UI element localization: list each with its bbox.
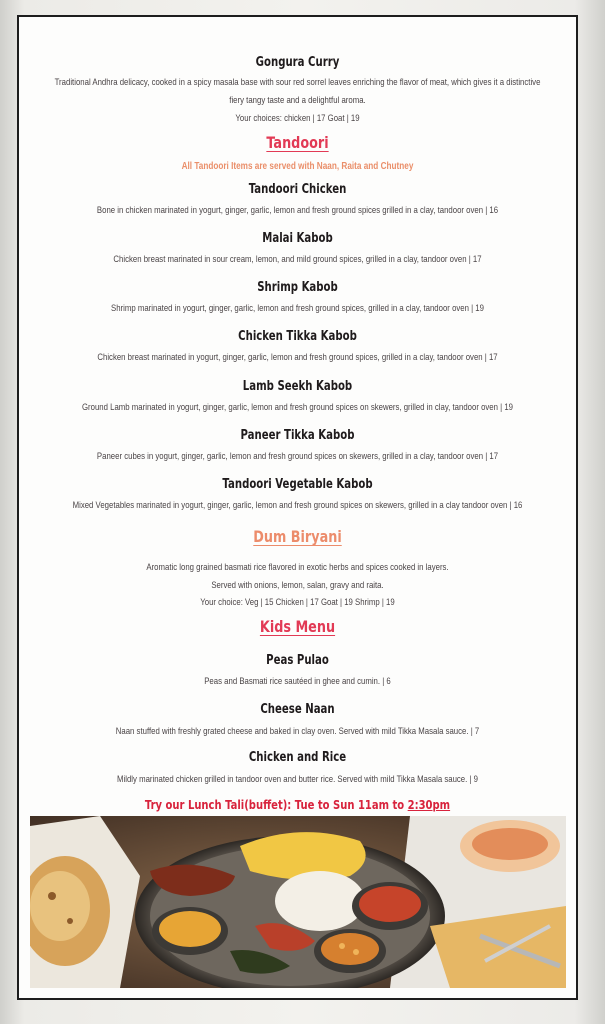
item-desc-paneer-tikka-kabob: Paneer cubes in yogurt, ginger, garlic, lemon and fresh ground spices on skewers, grilled in a clay, tandoor oven | 17: [96, 451, 499, 462]
item-desc-gongura-curry-line1: Traditional Andhra delicacy, cooked in a spicy masala base with sour red sorrel leaves enriching the flavor of meat, which gives it a distinctive: [54, 77, 541, 88]
promo-lead-text: Try our Lunch Tali(buffet): Tue to Sun 11am to: [144, 797, 408, 812]
biryani-desc-line1: Aromatic long grained basmati rice flavored in exotic herbs and spices cooked in layers.: [146, 562, 449, 573]
section-title-dum-biryani: Dum Biryani: [253, 527, 342, 546]
item-title-paneer-tikka-kabob: Paneer Tikka Kabob: [240, 428, 355, 443]
item-desc-chicken-and-rice: Mildly marinated chicken grilled in tandoor oven and butter rice. Served with mild Tikka Masala sauce. | 9: [117, 774, 478, 785]
promo-end-time: 2:30pm: [407, 797, 451, 812]
item-title-chicken-and-rice: Chicken and Rice: [248, 750, 347, 765]
tandoori-note: All Tandoori Items are served with Naan, Raita and Chutney: [181, 161, 414, 172]
menu-page: [17, 15, 578, 1000]
thali-food-photo: [30, 816, 566, 988]
biryani-desc-line3: Your choice: Veg | 15 Chicken | 17 Goat | 19 Shrimp | 19: [200, 597, 395, 608]
item-title-peas-pulao: Peas Pulao: [266, 653, 329, 668]
item-desc-shrimp-kabob: Shrimp marinated in yogurt, ginger, garlic, lemon and fresh ground spices, grilled in a clay, tandoor oven | 19: [111, 303, 484, 314]
item-desc-gongura-curry-line3: Your choices: chicken | 17 Goat | 19: [235, 113, 360, 124]
item-title-shrimp-kabob: Shrimp Kabob: [257, 280, 338, 295]
item-title-gongura-curry: Gongura Curry: [255, 55, 340, 70]
biryani-desc-line2: Served with onions, lemon, salan, gravy and raita.: [211, 580, 384, 591]
section-title-kids-menu: Kids Menu: [259, 617, 336, 636]
item-title-cheese-naan: Cheese Naan: [260, 702, 335, 717]
item-title-chicken-tikka-kabob: Chicken Tikka Kabob: [238, 329, 357, 344]
item-desc-cheese-naan: Naan stuffed with freshly grated cheese and baked in clay oven. Served with mild Tikka Masala sauce. | 7: [115, 726, 480, 737]
item-title-lamb-seekh-kabob: Lamb Seekh Kabob: [242, 379, 353, 394]
item-desc-tandoori-vegetable-kabob: Mixed Vegetables marinated in yogurt, ginger, garlic, lemon and fresh ground spices on skewers, grilled in a clay tandoor oven | 16: [72, 500, 523, 511]
item-title-malai-kabob: Malai Kabob: [262, 231, 333, 246]
lunch-buffet-promo: [75, 797, 521, 812]
item-desc-malai-kabob: Chicken breast marinated in sour cream, lemon, and mild ground spices, grilled in a clay, tandoor oven | 17: [113, 254, 482, 265]
item-desc-tandoori-chicken: Bone in chicken marinated in yogurt, ginger, garlic, lemon and fresh ground spices grilled in a clay, tandoor oven | 16: [96, 205, 499, 216]
item-title-tandoori-chicken: Tandoori Chicken: [248, 182, 347, 197]
item-desc-peas-pulao: Peas and Basmati rice sautéed in ghee and cumin. | 6: [204, 676, 391, 687]
item-desc-gongura-curry-line2: fiery tangy taste and a delightful aroma.: [229, 95, 366, 106]
item-title-tandoori-vegetable-kabob: Tandoori Vegetable Kabob: [222, 477, 373, 492]
item-desc-chicken-tikka-kabob: Chicken breast marinated in yogurt, ginger, garlic, lemon and fresh ground spices, grilled in a clay, tandoor oven | 17: [97, 352, 498, 363]
section-title-tandoori: Tandoori: [266, 133, 329, 152]
item-desc-lamb-seekh-kabob: Ground Lamb marinated in yogurt, ginger, garlic, lemon and fresh ground spices on skewers, grilled in clay, tandoor oven | 19: [81, 402, 513, 413]
thali-food-illustration: [30, 816, 566, 988]
